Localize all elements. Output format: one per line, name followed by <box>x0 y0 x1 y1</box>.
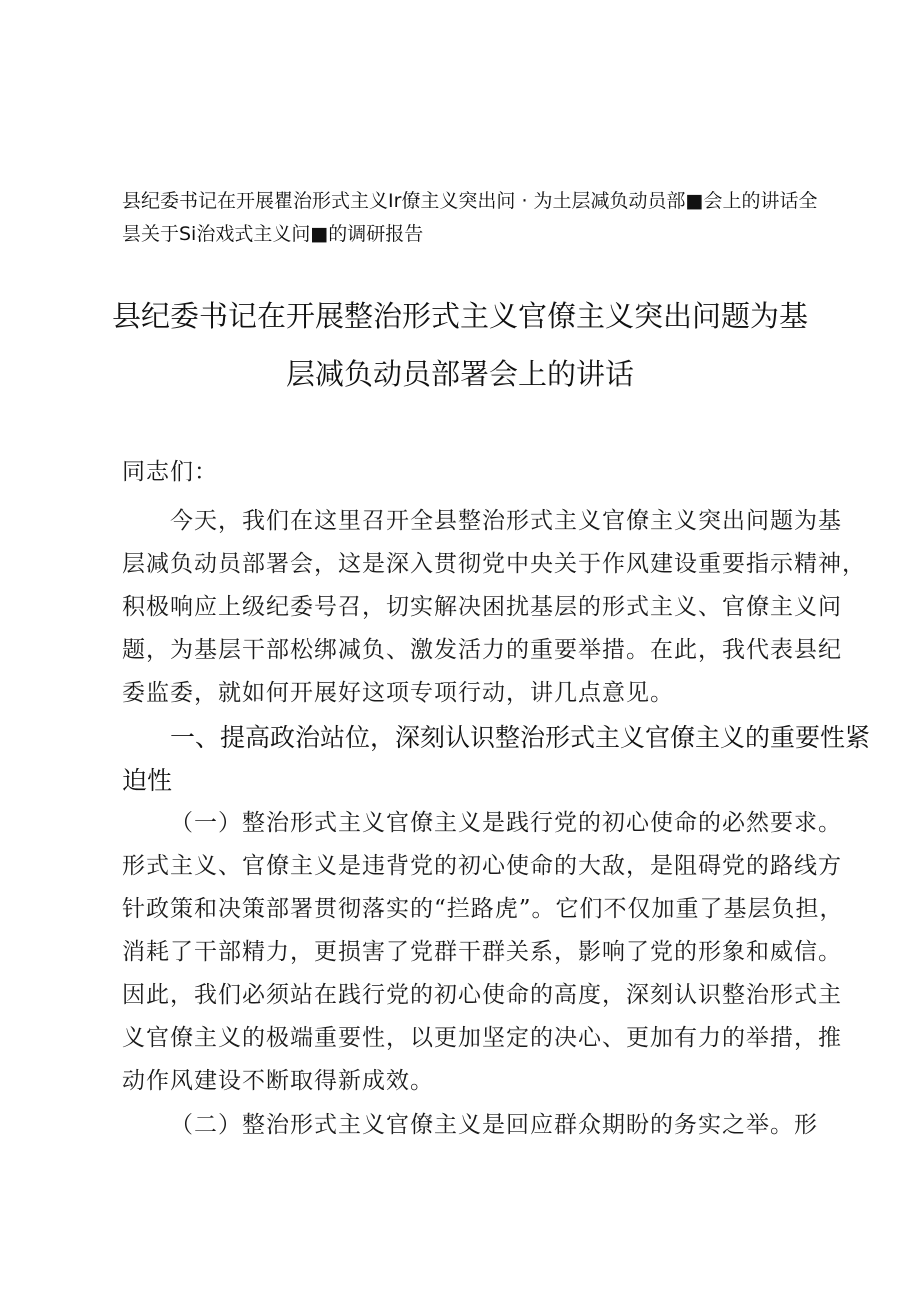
intro-line: 层减负动员部署会，这是深入贯彻党中央关于作风建设重要指示精神， <box>122 551 866 577</box>
header-line-1: 县纪委书记在开展瞿治形式主义Ir僚主义突出问 · 为土层减负动员部■会上的讲话全 <box>122 190 818 212</box>
section-heading-line-2: 迫性 <box>122 766 173 795</box>
salutation: 同志们： <box>122 459 218 485</box>
intro-line: 题，为基层干部松绑减负、激发活力的重要举措。在此，我代表县纪 <box>122 637 842 663</box>
paragraph-line: 形式主义、官僚主义是违背党的初心使命的大敌，是阻碍党的路线方 <box>122 853 842 879</box>
paragraph-line: 动作风建设不断取得新成效。 <box>122 1068 434 1094</box>
section-heading-line-1: 一、提高政治站位，深刻认识整治形式主义官僚主义的重要性紧 <box>170 723 871 752</box>
intro-line: 委监委，就如何开展好这项专项行动，讲几点意见。 <box>122 680 674 706</box>
paragraph-line: （二）整治形式主义官僚主义是回应群众期盼的务实之举。形 <box>170 1112 818 1138</box>
paragraph-line: 针政策和决策部署贯彻落实的“拦路虎”。它们不仅加重了基层负担， <box>122 896 844 922</box>
paragraph-line: 消耗了干部精力，更损害了党群干群关系，影响了党的形象和威信。 <box>122 939 842 965</box>
intro-line: 今天，我们在这里召开全县整治形式主义官僚主义突出问题为基 <box>170 508 842 534</box>
paragraph-line: （一）整治形式主义官僚主义是践行党的初心使命的必然要求。 <box>170 810 842 836</box>
paragraph-line: 义官僚主义的极端重要性，以更加坚定的决心、更加有力的举措，推 <box>122 1025 842 1051</box>
header-line-2: 昙关于Si治戏式主义问■的调研报告 <box>122 223 424 245</box>
intro-line: 积极响应上级纪委号召，切实解决困扰基层的形式主义、官僚主义问 <box>122 594 842 620</box>
document-title-line-1: 县纪委书记在开展整治形式主义官僚主义突出问题为基 <box>111 299 808 333</box>
paragraph-line: 因此，我们必须站在践行党的初心使命的高度，深刻认识整治形式主 <box>122 982 842 1008</box>
document-title-line-2: 层减负动员部署会上的讲话 <box>285 357 634 391</box>
